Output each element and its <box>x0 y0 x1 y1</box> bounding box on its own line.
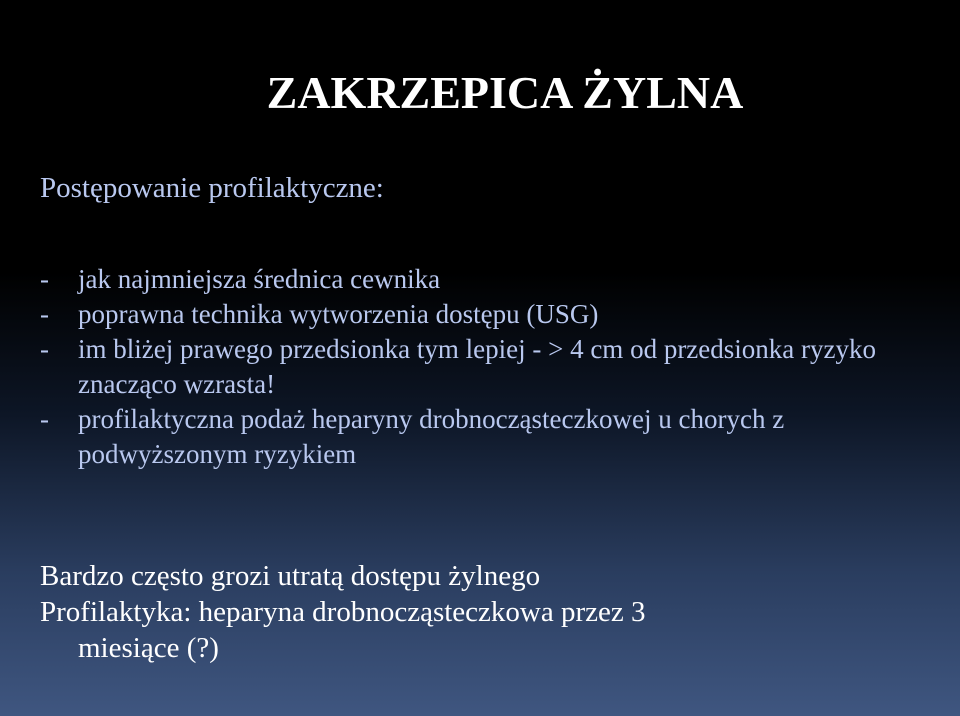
slide-title: ZAKRZEPICA ŻYLNA <box>266 67 744 118</box>
bullet-text: im bliżej prawego przedsionka tym lepiej - > 4 cm od przedsionka ryzyko znacząco wzrasta! <box>78 334 876 399</box>
bullet-text: profilaktyczna podaż heparyny drobnocząsteczkowej u chorych z podwyższonym ryzykiem <box>78 404 785 469</box>
bullet-list <box>40 262 920 472</box>
footer-line: Bardzo często grozi utratą dostępu żylnego <box>40 560 541 592</box>
slide-footer <box>40 558 920 666</box>
bullet-item <box>40 262 920 297</box>
bullet-dash: - <box>40 334 49 364</box>
footer-line: miesiące (?) <box>78 632 219 664</box>
bullet-item <box>40 332 920 402</box>
bullet-item <box>40 402 920 472</box>
slide-subtitle: Postępowanie profilaktyczne: <box>40 172 384 204</box>
bullet-dash: - <box>40 404 49 434</box>
bullet-item <box>40 297 920 332</box>
bullet-dash: - <box>40 264 49 294</box>
bullet-dash: - <box>40 299 49 329</box>
bullet-text: jak najmniejsza średnica cewnika <box>78 264 441 294</box>
footer-line: Profilaktyka: heparyna drobnocząsteczkowa przez 3 <box>40 596 646 628</box>
bullet-text: poprawna technika wytworzenia dostępu (USG) <box>78 299 599 329</box>
